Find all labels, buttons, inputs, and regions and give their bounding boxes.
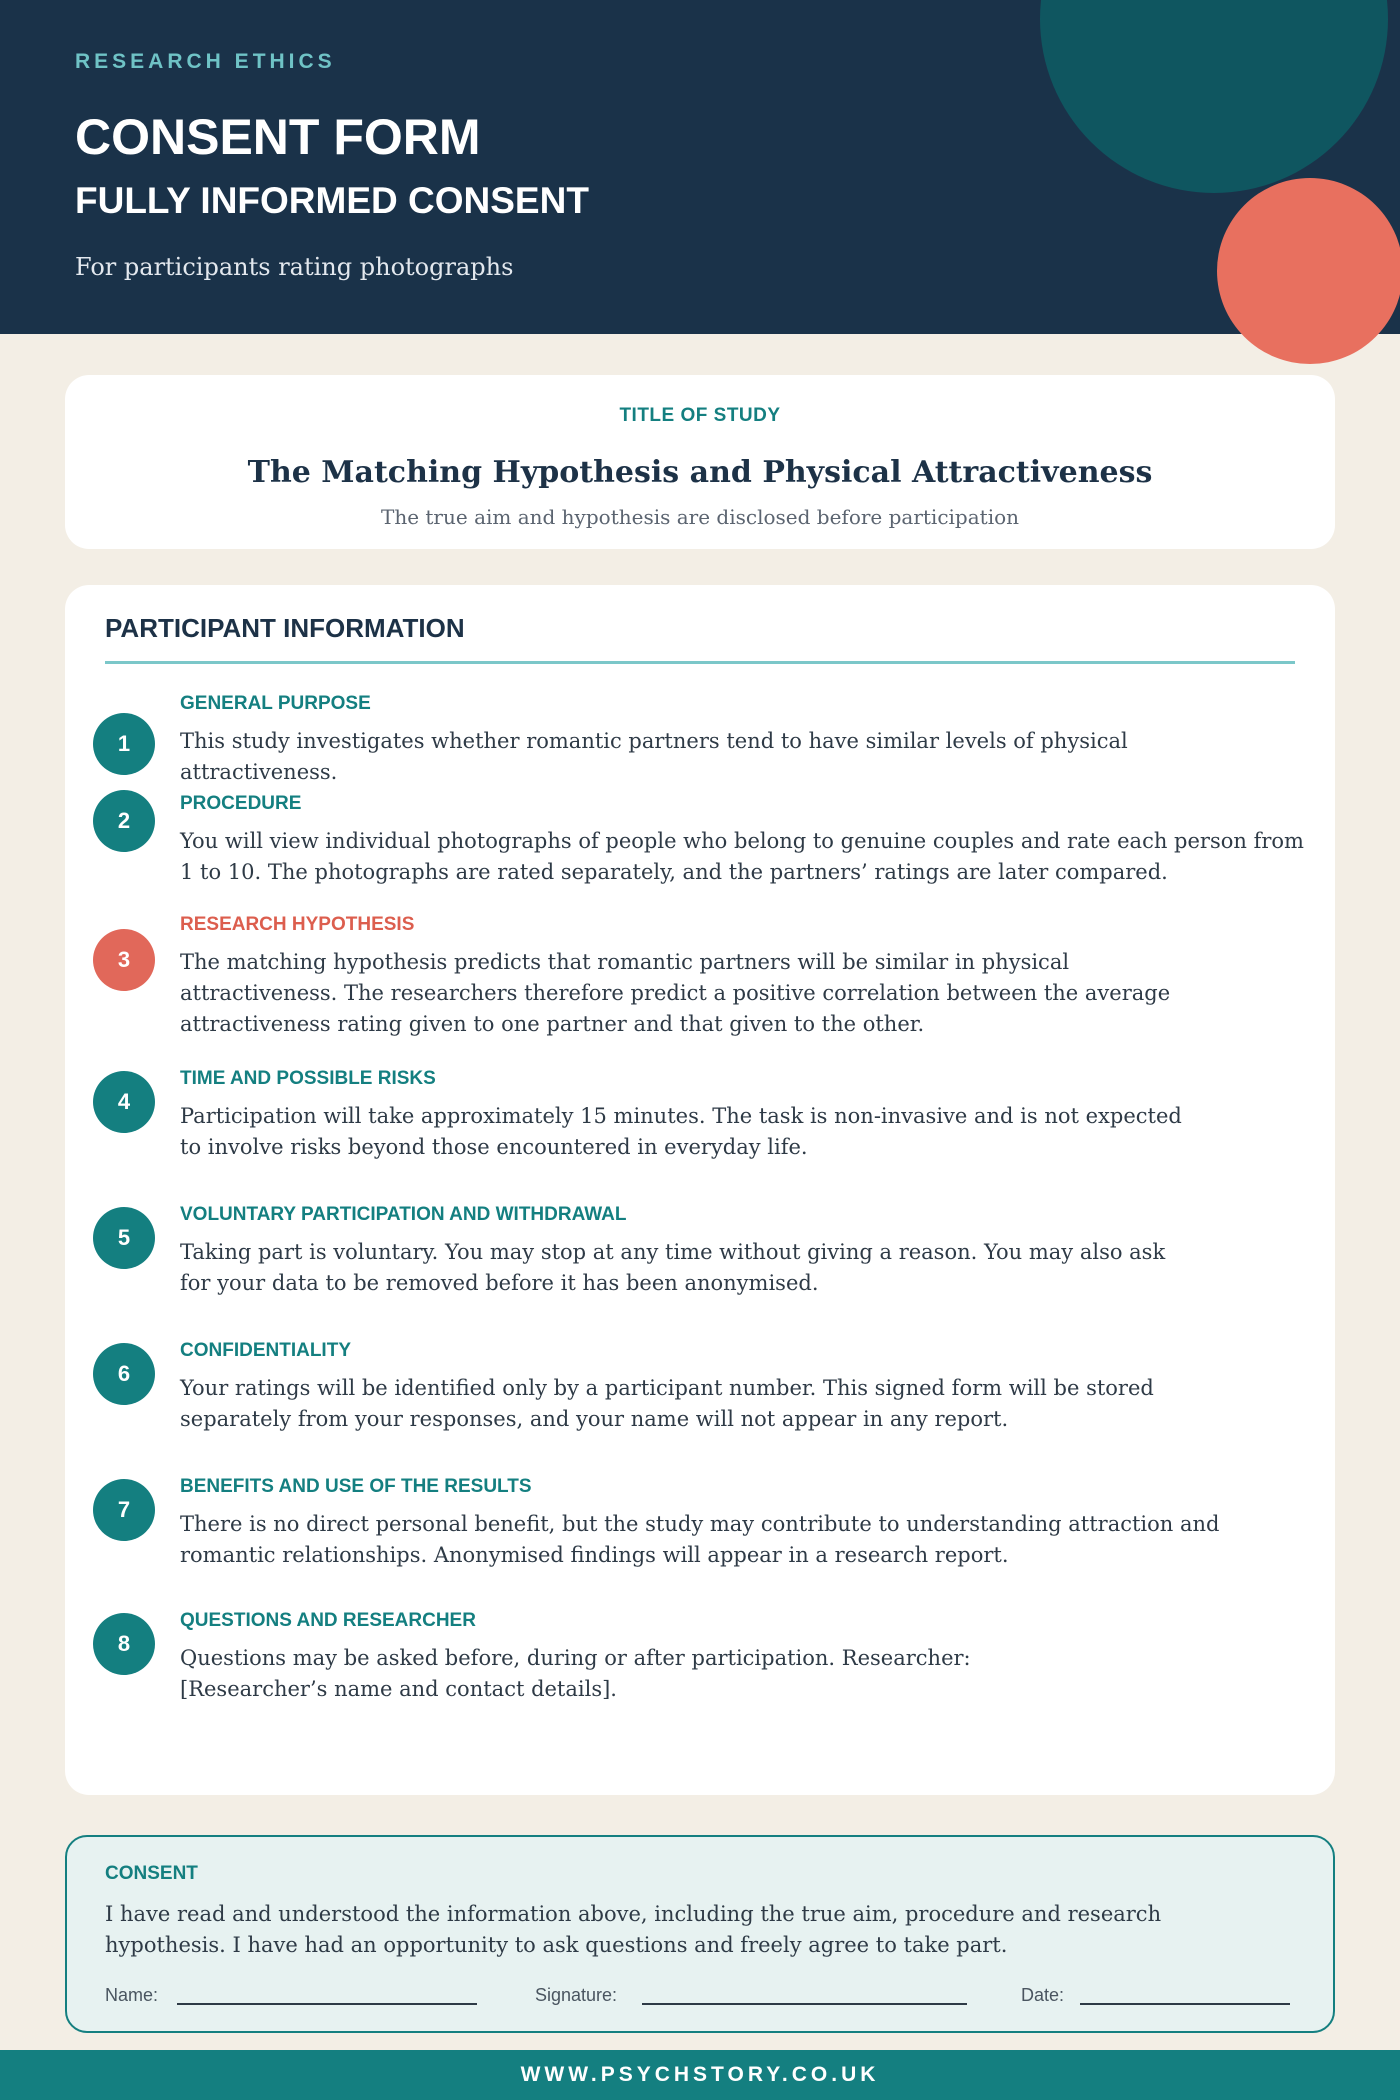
item-number-badge: 3 (93, 929, 155, 991)
signature-field[interactable] (642, 2003, 967, 2005)
study-title-card (65, 375, 1335, 549)
section-heading: PARTICIPANT INFORMATION (105, 613, 465, 643)
item-body: Your ratings will be identified only by a participant number. This signed form will be stored separately from your responses, and your name will not appear in any report. (180, 1376, 1154, 1431)
item-title: QUESTIONS AND RESEARCHER (180, 1610, 476, 1631)
signature-label: Signature: (535, 1985, 618, 2005)
item-body: Questions may be asked before, during or after participation. Researcher: [Researcher’s name and contact details]. (180, 1646, 971, 1701)
page-subtitle: FULLY INFORMED CONSENT (75, 180, 589, 221)
item-body: Taking part is voluntary. You may stop at any time without giving a reason. You may also ask for your data to be removed before it has been anonymised. (180, 1240, 1166, 1295)
decorative-circle-teal (1040, 0, 1388, 193)
study-title: The Matching Hypothesis and Physical Attractiveness (247, 455, 1153, 490)
participant-information-card (65, 585, 1335, 1795)
footer-url: WWW.PSYCHSTORY.CO.UK (520, 2063, 880, 2086)
header-banner (0, 0, 1400, 334)
section-divider (105, 661, 1295, 664)
study-note: The true aim and hypothesis are disclosed before participation (380, 505, 1020, 529)
item-body: You will view individual photographs of people who belong to genuine couples and rate each person from 1 to 10. The photographs are rated separately, and the partners’ ratings are later compared. (180, 829, 1304, 884)
page-title: CONSENT FORM (75, 109, 481, 165)
date-label: Date: (1021, 1985, 1065, 2005)
item-number-badge: 6 (93, 1343, 155, 1405)
item-number-badge: 2 (93, 790, 155, 852)
footer-bar (0, 2050, 1400, 2100)
item-title: BENEFITS AND USE OF THE RESULTS (180, 1476, 532, 1497)
item-body: The matching hypothesis predicts that romantic partners will be similar in physical attractiveness. The researchers therefore predict a positive correlation between the average attractiveness rating given to one partner and that given to the other. (180, 950, 1171, 1036)
item-number-badge: 7 (93, 1479, 155, 1541)
item-number-badge: 8 (93, 1613, 155, 1675)
item-title: GENERAL PURPOSE (180, 693, 371, 714)
item-body: Participation will take approximately 15 minutes. The task is non-invasive and is not expected to involve risks beyond those encountered in everyday life. (180, 1104, 1182, 1159)
consent-statement: I have read and understood the information above, including the true aim, procedure and research hypothesis. I have had an opportunity to ask questions and freely agree to take part. (105, 1902, 1162, 1957)
item-title: CONFIDENTIALITY (180, 1340, 351, 1361)
consent-title: CONSENT (105, 1863, 198, 1884)
date-field[interactable] (1080, 2003, 1290, 2005)
consent-box (65, 1835, 1335, 2033)
item-number-badge: 4 (93, 1071, 155, 1133)
item-body: There is no direct personal benefit, but the study may contribute to understanding attraction and romantic relationships. Anonymised findings will appear in a research report. (180, 1512, 1220, 1567)
header-kicker: RESEARCH ETHICS (75, 50, 336, 73)
name-label: Name: (105, 1985, 159, 2005)
decorative-circle-coral (1217, 178, 1400, 364)
item-body: This study investigates whether romantic partners tend to have similar levels of physical attractiveness. (180, 729, 1128, 784)
item-title: TIME AND POSSIBLE RISKS (180, 1068, 436, 1089)
page-tagline: For participants rating photographs (75, 253, 514, 281)
item-number-badge: 5 (93, 1207, 155, 1269)
study-label: TITLE OF STUDY (619, 405, 781, 426)
item-number-badge: 1 (93, 713, 155, 775)
name-field[interactable] (177, 2003, 477, 2005)
item-title: PROCEDURE (180, 793, 302, 814)
item-title: VOLUNTARY PARTICIPATION AND WITHDRAWAL (180, 1204, 627, 1225)
item-title: RESEARCH HYPOTHESIS (180, 914, 415, 935)
